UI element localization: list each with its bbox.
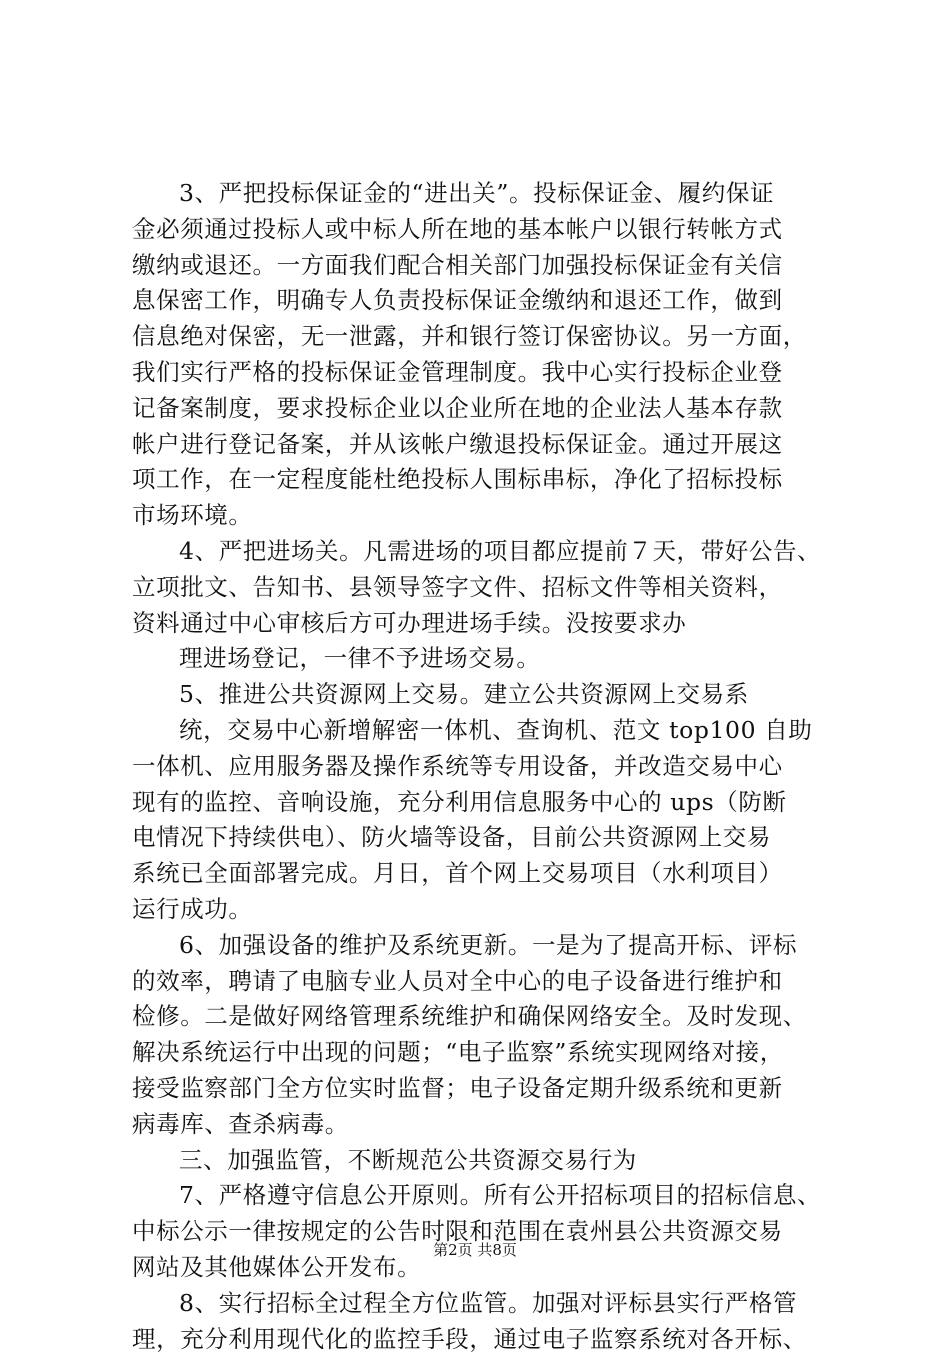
text-line: 理，充分利用现代化的监控手段，通过电子监察系统对各开标、 bbox=[132, 1322, 850, 1357]
text-line: 电情况下持续供电）、防火墙等设备，目前公共资源网上交易 bbox=[132, 820, 850, 856]
document-body bbox=[132, 176, 850, 1357]
text-line: 市场环境。 bbox=[132, 498, 850, 534]
text-line: 缴纳或退还。一方面我们配合相关部门加强投标保证金有关信 bbox=[132, 248, 850, 284]
text-line: 网站及其他媒体公开发布。 bbox=[132, 1250, 850, 1286]
text-line: 帐户进行登记备案，并从该帐户缴退投标保证金。通过开展这 bbox=[132, 427, 850, 463]
text-line: 中标公示一律按规定的公告时限和范围在袁州县公共资源交易 bbox=[132, 1214, 850, 1250]
text-line: 资料通过中心审核后方可办理进场手续。没按要求办 bbox=[132, 606, 850, 642]
text-line: 8、实行招标全过程全方位监管。加强对评标县实行严格管 bbox=[132, 1286, 850, 1322]
text-line: 病毒库、查杀病毒。 bbox=[132, 1107, 850, 1143]
text-line: 接受监察部门全方位实时监督；电子设备定期升级系统和更新 bbox=[132, 1071, 850, 1107]
text-line: 息保密工作，明确专人负责投标保证金缴纳和退还工作，做到 bbox=[132, 283, 850, 319]
page-footer: 第2页 共8页 bbox=[0, 1240, 950, 1260]
text-line: 项工作，在一定程度能杜绝投标人围标串标，净化了招标投标 bbox=[132, 462, 850, 498]
text-line: 立项批文、告知书、县领导签字文件、招标文件等相关资料， bbox=[132, 570, 850, 606]
text-line: 现有的监控、音响设施，充分利用信息服务中心的 ups（防断 bbox=[132, 785, 850, 821]
text-line: 3、严把投标保证金的“进出关”。投标保证金、履约保证 bbox=[132, 176, 850, 212]
text-line: 我们实行严格的投标保证金管理制度。我中心实行投标企业登 bbox=[132, 355, 850, 391]
text-line: 的效率，聘请了电脑专业人员对全中心的电子设备进行维护和 bbox=[132, 964, 850, 1000]
text-line: 5、推进公共资源网上交易。建立公共资源网上交易系 bbox=[132, 677, 850, 713]
text-line: 金必须通过投标人或中标人所在地的基本帐户以银行转帐方式 bbox=[132, 212, 850, 248]
text-line: 系统已全面部署完成。月日，首个网上交易项目（水利项目） bbox=[132, 856, 850, 892]
text-line: 解决系统运行中出现的问题；“电子监察”系统实现网络对接， bbox=[132, 1035, 850, 1071]
text-line: 7、严格遵守信息公开原则。所有公开招标项目的招标信息、 bbox=[132, 1178, 850, 1214]
text-line: 三、加强监管，不断规范公共资源交易行为 bbox=[132, 1143, 850, 1179]
text-line: 理进场登记，一律不予进场交易。 bbox=[132, 641, 850, 677]
text-line: 一体机、应用服务器及操作系统等专用设备，并改造交易中心 bbox=[132, 749, 850, 785]
text-line: 4、严把进场关。凡需进场的项目都应提前７天，带好公告、 bbox=[132, 534, 850, 570]
text-line: 信息绝对保密，无一泄露，并和银行签订保密协议。另一方面， bbox=[132, 319, 850, 355]
text-line: 记备案制度，要求投标企业以企业所在地的企业法人基本存款 bbox=[132, 391, 850, 427]
text-line: 6、加强设备的维护及系统更新。一是为了提高开标、评标 bbox=[132, 928, 850, 964]
text-line: 统，交易中心新增解密一体机、查询机、范文 top100 自助 bbox=[132, 713, 850, 749]
text-line: 运行成功。 bbox=[132, 892, 850, 928]
text-line: 检修。二是做好网络管理系统维护和确保网络安全。及时发现、 bbox=[132, 999, 850, 1035]
